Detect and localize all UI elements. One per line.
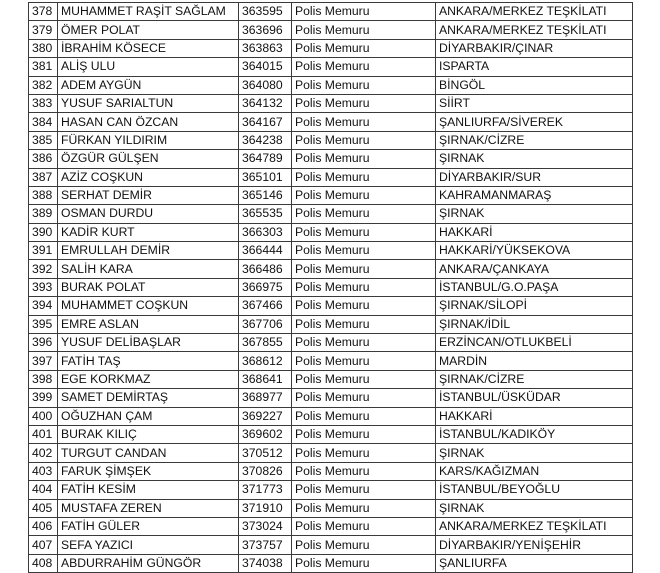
table-row xyxy=(29,517,633,535)
rank: Polis Memuru xyxy=(292,389,436,407)
registry-number: 373024 xyxy=(239,517,292,535)
personnel-name: EMRULLAH DEMİR xyxy=(58,242,239,260)
registry-number: 364238 xyxy=(239,131,292,149)
row-number: 386 xyxy=(29,150,58,168)
table-row xyxy=(29,3,633,21)
personnel-name: ALİŞ ULU xyxy=(58,58,239,76)
row-number: 383 xyxy=(29,94,58,112)
row-number: 384 xyxy=(29,113,58,131)
personnel-name: MUHAMMET RAŞİT SAĞLAM xyxy=(58,3,239,21)
rank: Polis Memuru xyxy=(292,168,436,186)
rank: Polis Memuru xyxy=(292,278,436,296)
registry-number: 364015 xyxy=(239,58,292,76)
assignment-place: DİYARBAKIR/SUR xyxy=(436,168,633,186)
personnel-name: SEFA YAZICI xyxy=(58,536,239,554)
table-row xyxy=(29,554,633,572)
registry-number: 371773 xyxy=(239,481,292,499)
row-number: 403 xyxy=(29,462,58,480)
rank: Polis Memuru xyxy=(292,113,436,131)
assignment-place: ŞIRNAK xyxy=(436,205,633,223)
registry-number: 367466 xyxy=(239,297,292,315)
personnel-table xyxy=(28,2,633,573)
registry-number: 364167 xyxy=(239,113,292,131)
personnel-name: ADEM AYGÜN xyxy=(58,76,239,94)
rank: Polis Memuru xyxy=(292,223,436,241)
row-number: 394 xyxy=(29,297,58,315)
row-number: 378 xyxy=(29,3,58,21)
personnel-name: YUSUF DELİBAŞLAR xyxy=(58,334,239,352)
row-number: 380 xyxy=(29,39,58,57)
row-number: 381 xyxy=(29,58,58,76)
registry-number: 366444 xyxy=(239,242,292,260)
personnel-table-body xyxy=(29,3,633,573)
assignment-place: ANKARA/ÇANKAYA xyxy=(436,260,633,278)
rank: Polis Memuru xyxy=(292,205,436,223)
rank: Polis Memuru xyxy=(292,481,436,499)
table-row xyxy=(29,39,633,57)
rank: Polis Memuru xyxy=(292,297,436,315)
assignment-place: ANKARA/MERKEZ TEŞKİLATI xyxy=(436,517,633,535)
registry-number: 367706 xyxy=(239,315,292,333)
table-row xyxy=(29,242,633,260)
row-number: 405 xyxy=(29,499,58,517)
table-row xyxy=(29,21,633,39)
row-number: 387 xyxy=(29,168,58,186)
registry-number: 363863 xyxy=(239,39,292,57)
table-row xyxy=(29,315,633,333)
table-row xyxy=(29,278,633,296)
table-row xyxy=(29,150,633,168)
personnel-name: FARUK ŞİMŞEK xyxy=(58,462,239,480)
personnel-name: SERHAT DEMİR xyxy=(58,186,239,204)
personnel-name: TURGUT CANDAN xyxy=(58,444,239,462)
rank: Polis Memuru xyxy=(292,76,436,94)
assignment-place: HAKKARİ/YÜKSEKOVA xyxy=(436,242,633,260)
registry-number: 370826 xyxy=(239,462,292,480)
table-row xyxy=(29,58,633,76)
rank: Polis Memuru xyxy=(292,315,436,333)
registry-number: 368977 xyxy=(239,389,292,407)
table-row xyxy=(29,462,633,480)
assignment-place: ŞANLIURFA/SİVEREK xyxy=(436,113,633,131)
assignment-place: KAHRAMANMARAŞ xyxy=(436,186,633,204)
assignment-place: İSTANBUL/BEYOĞLU xyxy=(436,481,633,499)
row-number: 385 xyxy=(29,131,58,149)
row-number: 392 xyxy=(29,260,58,278)
table-row xyxy=(29,444,633,462)
table-row xyxy=(29,297,633,315)
table-row xyxy=(29,499,633,517)
personnel-name: BURAK POLAT xyxy=(58,278,239,296)
personnel-name: HASAN CAN ÖZCAN xyxy=(58,113,239,131)
personnel-name: ABDURRAHİM GÜNGÖR xyxy=(58,554,239,572)
table-row xyxy=(29,389,633,407)
row-number: 406 xyxy=(29,517,58,535)
personnel-name: EGE KORKMAZ xyxy=(58,370,239,388)
table-row xyxy=(29,407,633,425)
rank: Polis Memuru xyxy=(292,58,436,76)
personnel-name: FATİH KESİM xyxy=(58,481,239,499)
row-number: 401 xyxy=(29,425,58,443)
row-number: 390 xyxy=(29,223,58,241)
assignment-place: ŞIRNAK/CİZRE xyxy=(436,131,633,149)
rank: Polis Memuru xyxy=(292,370,436,388)
rank: Polis Memuru xyxy=(292,517,436,535)
table-row xyxy=(29,113,633,131)
personnel-name: EMRE ASLAN xyxy=(58,315,239,333)
personnel-name: İBRAHİM KÖSECE xyxy=(58,39,239,57)
assignment-place: ŞIRNAK xyxy=(436,444,633,462)
rank: Polis Memuru xyxy=(292,462,436,480)
registry-number: 365146 xyxy=(239,186,292,204)
registry-number: 365101 xyxy=(239,168,292,186)
assignment-place: ŞANLIURFA xyxy=(436,554,633,572)
personnel-name: MUHAMMET COŞKUN xyxy=(58,297,239,315)
personnel-name: FATİH TAŞ xyxy=(58,352,239,370)
assignment-place: HAKKARİ xyxy=(436,407,633,425)
table-row xyxy=(29,76,633,94)
table-row xyxy=(29,536,633,554)
rank: Polis Memuru xyxy=(292,260,436,278)
row-number: 393 xyxy=(29,278,58,296)
assignment-place: ŞIRNAK/CİZRE xyxy=(436,370,633,388)
assignment-place: KARS/KAĞIZMAN xyxy=(436,462,633,480)
personnel-name: ÖMER POLAT xyxy=(58,21,239,39)
assignment-place: ŞIRNAK/İDİL xyxy=(436,315,633,333)
registry-number: 374038 xyxy=(239,554,292,572)
registry-number: 367855 xyxy=(239,334,292,352)
table-row xyxy=(29,94,633,112)
rank: Polis Memuru xyxy=(292,131,436,149)
table-row xyxy=(29,168,633,186)
registry-number: 369602 xyxy=(239,425,292,443)
rank: Polis Memuru xyxy=(292,536,436,554)
assignment-place: ŞIRNAK/SİLOPİ xyxy=(436,297,633,315)
personnel-name: YUSUF SARIALTUN xyxy=(58,94,239,112)
assignment-place: ŞIRNAK xyxy=(436,150,633,168)
table-row xyxy=(29,260,633,278)
registry-number: 368612 xyxy=(239,352,292,370)
registry-number: 365535 xyxy=(239,205,292,223)
row-number: 400 xyxy=(29,407,58,425)
personnel-name: FATİH GÜLER xyxy=(58,517,239,535)
assignment-place: ERZİNCAN/OTLUKBELİ xyxy=(436,334,633,352)
row-number: 398 xyxy=(29,370,58,388)
row-number: 399 xyxy=(29,389,58,407)
assignment-place: ISPARTA xyxy=(436,58,633,76)
rank: Polis Memuru xyxy=(292,150,436,168)
personnel-name: AZİZ COŞKUN xyxy=(58,168,239,186)
row-number: 397 xyxy=(29,352,58,370)
rank: Polis Memuru xyxy=(292,499,436,517)
registry-number: 371910 xyxy=(239,499,292,517)
personnel-name: OSMAN DURDU xyxy=(58,205,239,223)
row-number: 396 xyxy=(29,334,58,352)
registry-number: 364132 xyxy=(239,94,292,112)
rank: Polis Memuru xyxy=(292,444,436,462)
rank: Polis Memuru xyxy=(292,242,436,260)
row-number: 389 xyxy=(29,205,58,223)
table-row xyxy=(29,370,633,388)
table-row xyxy=(29,481,633,499)
table-row xyxy=(29,352,633,370)
assignment-place: BİNGÖL xyxy=(436,76,633,94)
rank: Polis Memuru xyxy=(292,3,436,21)
personnel-name: MUSTAFA ZEREN xyxy=(58,499,239,517)
rank: Polis Memuru xyxy=(292,352,436,370)
registry-number: 366303 xyxy=(239,223,292,241)
assignment-place: DİYARBAKIR/ÇINAR xyxy=(436,39,633,57)
table-row xyxy=(29,334,633,352)
rank: Polis Memuru xyxy=(292,39,436,57)
assignment-place: İSTANBUL/KADIKÖY xyxy=(436,425,633,443)
assignment-place: ŞIRNAK xyxy=(436,499,633,517)
row-number: 404 xyxy=(29,481,58,499)
registry-number: 364080 xyxy=(239,76,292,94)
row-number: 379 xyxy=(29,21,58,39)
table-row xyxy=(29,131,633,149)
row-number: 391 xyxy=(29,242,58,260)
assignment-place: İSTANBUL/ÜSKÜDAR xyxy=(436,389,633,407)
personnel-name: ÖZGÜR GÜLŞEN xyxy=(58,150,239,168)
personnel-name: BURAK KILIÇ xyxy=(58,425,239,443)
table-row xyxy=(29,186,633,204)
personnel-name: SAMET DEMİRTAŞ xyxy=(58,389,239,407)
assignment-place: ANKARA/MERKEZ TEŞKİLATI xyxy=(436,21,633,39)
table-row xyxy=(29,205,633,223)
rank: Polis Memuru xyxy=(292,94,436,112)
registry-number: 363595 xyxy=(239,3,292,21)
registry-number: 366975 xyxy=(239,278,292,296)
row-number: 402 xyxy=(29,444,58,462)
assignment-place: ANKARA/MERKEZ TEŞKİLATI xyxy=(436,3,633,21)
rank: Polis Memuru xyxy=(292,334,436,352)
assignment-place: SİİRT xyxy=(436,94,633,112)
registry-number: 366486 xyxy=(239,260,292,278)
row-number: 395 xyxy=(29,315,58,333)
rank: Polis Memuru xyxy=(292,425,436,443)
row-number: 407 xyxy=(29,536,58,554)
rank: Polis Memuru xyxy=(292,554,436,572)
assignment-place: MARDİN xyxy=(436,352,633,370)
personnel-name: FÜRKAN YILDIRIM xyxy=(58,131,239,149)
rank: Polis Memuru xyxy=(292,21,436,39)
row-number: 408 xyxy=(29,554,58,572)
personnel-name: KADİR KURT xyxy=(58,223,239,241)
personnel-name: OĞUZHAN ÇAM xyxy=(58,407,239,425)
row-number: 388 xyxy=(29,186,58,204)
assignment-place: İSTANBUL/G.O.PAŞA xyxy=(436,278,633,296)
rank: Polis Memuru xyxy=(292,407,436,425)
registry-number: 364789 xyxy=(239,150,292,168)
registry-number: 369227 xyxy=(239,407,292,425)
registry-number: 370512 xyxy=(239,444,292,462)
assignment-place: HAKKARİ xyxy=(436,223,633,241)
assignment-place: DİYARBAKIR/YENİŞEHİR xyxy=(436,536,633,554)
registry-number: 363696 xyxy=(239,21,292,39)
registry-number: 368641 xyxy=(239,370,292,388)
rank: Polis Memuru xyxy=(292,186,436,204)
row-number: 382 xyxy=(29,76,58,94)
table-row xyxy=(29,223,633,241)
registry-number: 373757 xyxy=(239,536,292,554)
personnel-name: SALİH KARA xyxy=(58,260,239,278)
table-row xyxy=(29,425,633,443)
